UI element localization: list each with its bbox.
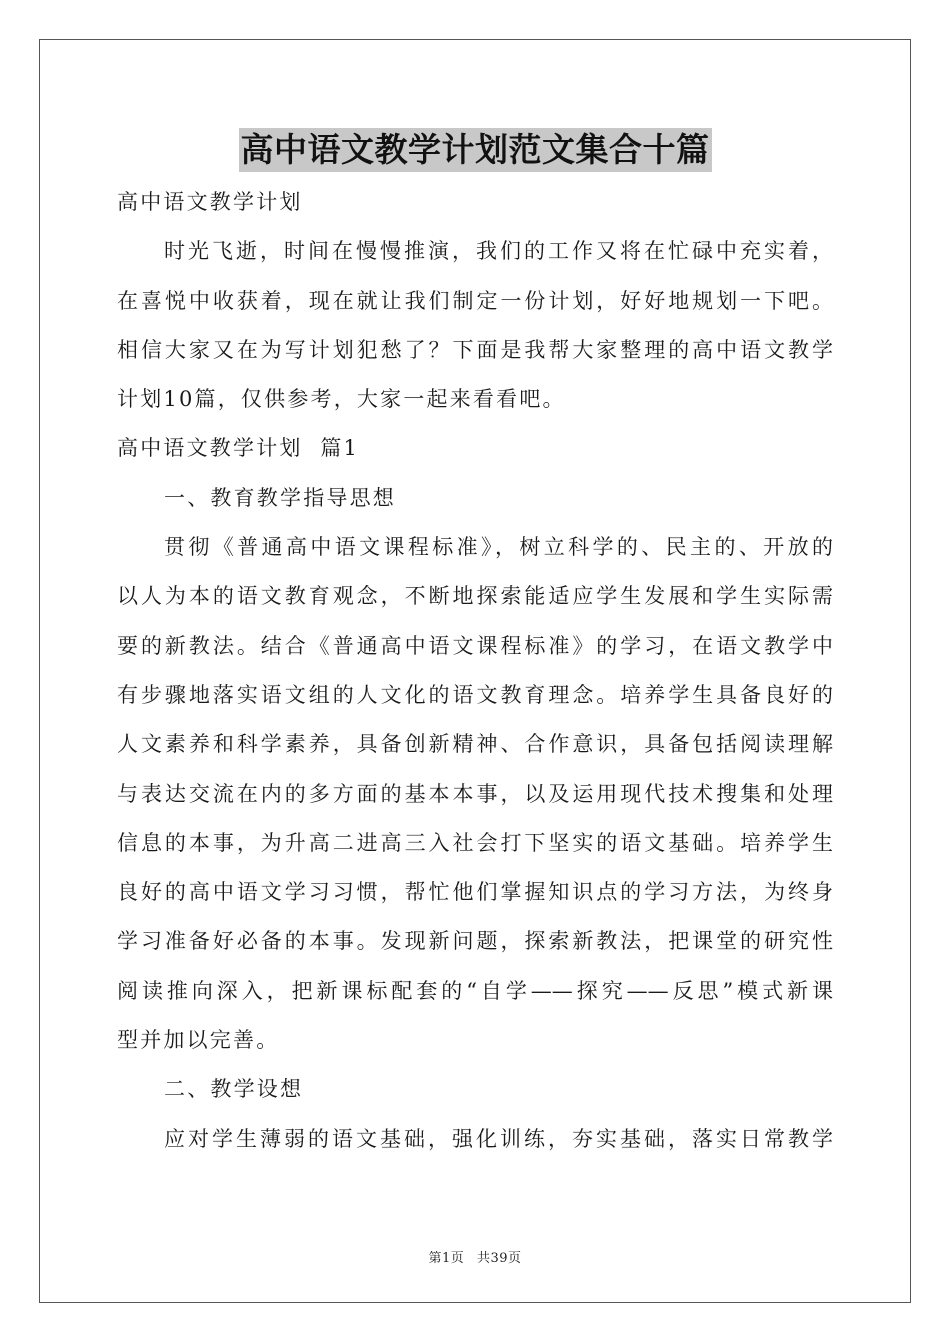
title-container [0, 128, 950, 172]
paragraph-line: 在喜悦中收获着，现在就让我们制定一份计划，好好地规划一下吧。 [117, 288, 833, 313]
document-title: 高中语文教学计划范文集合十篇 [239, 128, 712, 172]
paragraph-line: 信息的本事，为升高二进高三入社会打下坚实的语文基础。培养学生 [117, 830, 833, 855]
subsection-heading: 二、教学设想 [164, 1077, 304, 1102]
paragraph-line: 以人为本的语文教育观念，不断地探索能适应学生发展和学生实际需 [117, 584, 833, 609]
paragraph-line: 学习准备好必备的本事。发现新问题，探索新教法，把课堂的研究性 [117, 929, 833, 954]
subsection-heading: 一、教育教学指导思想 [164, 485, 396, 510]
section-heading: 高中语文教学计划 [117, 190, 303, 214]
paragraph-line: 贯彻《普通高中语文课程标准》，树立科学的、民主的、开放的 [164, 535, 833, 560]
document-body [117, 178, 833, 1164]
paragraph-line: 阅读推向深入，把新课标配套的“自学——探究——反思”模式新课 [117, 978, 833, 1003]
page-footer [0, 1247, 950, 1266]
section-heading: 高中语文教学计划 篇1 [117, 436, 360, 461]
paragraph-line: 型并加以完善。 [117, 1028, 280, 1053]
paragraph-line: 应对学生薄弱的语文基础，强化训练，夯实基础，落实日常教学 [164, 1126, 833, 1151]
paragraph-line: 良好的高中语文学习习惯，帮忙他们掌握知识点的学习方法，为终身 [117, 880, 833, 905]
paragraph-line: 计划10篇，仅供参考，大家一起来看看吧。 [117, 387, 566, 412]
page-total: 共39页 [476, 1251, 522, 1266]
paragraph-line: 相信大家又在为写计划犯愁了？下面是我帮大家整理的高中语文教学 [117, 337, 833, 362]
paragraph-line: 有步骤地落实语文组的人文化的语文教育理念。培养学生具备良好的 [117, 682, 833, 707]
page-number: 第1页 [428, 1251, 465, 1266]
paragraph-line: 人文素养和科学素养，具备创新精神、合作意识，具备包括阅读理解 [117, 732, 833, 757]
paragraph-line: 时光飞逝，时间在慢慢推演，我们的工作又将在忙碌中充实着， [164, 239, 833, 264]
paragraph-line: 与表达交流在内的多方面的基本本事，以及运用现代技术搜集和处理 [117, 781, 833, 806]
paragraph-line: 要的新教法。结合《普通高中语文课程标准》的学习，在语文教学中 [117, 633, 833, 658]
